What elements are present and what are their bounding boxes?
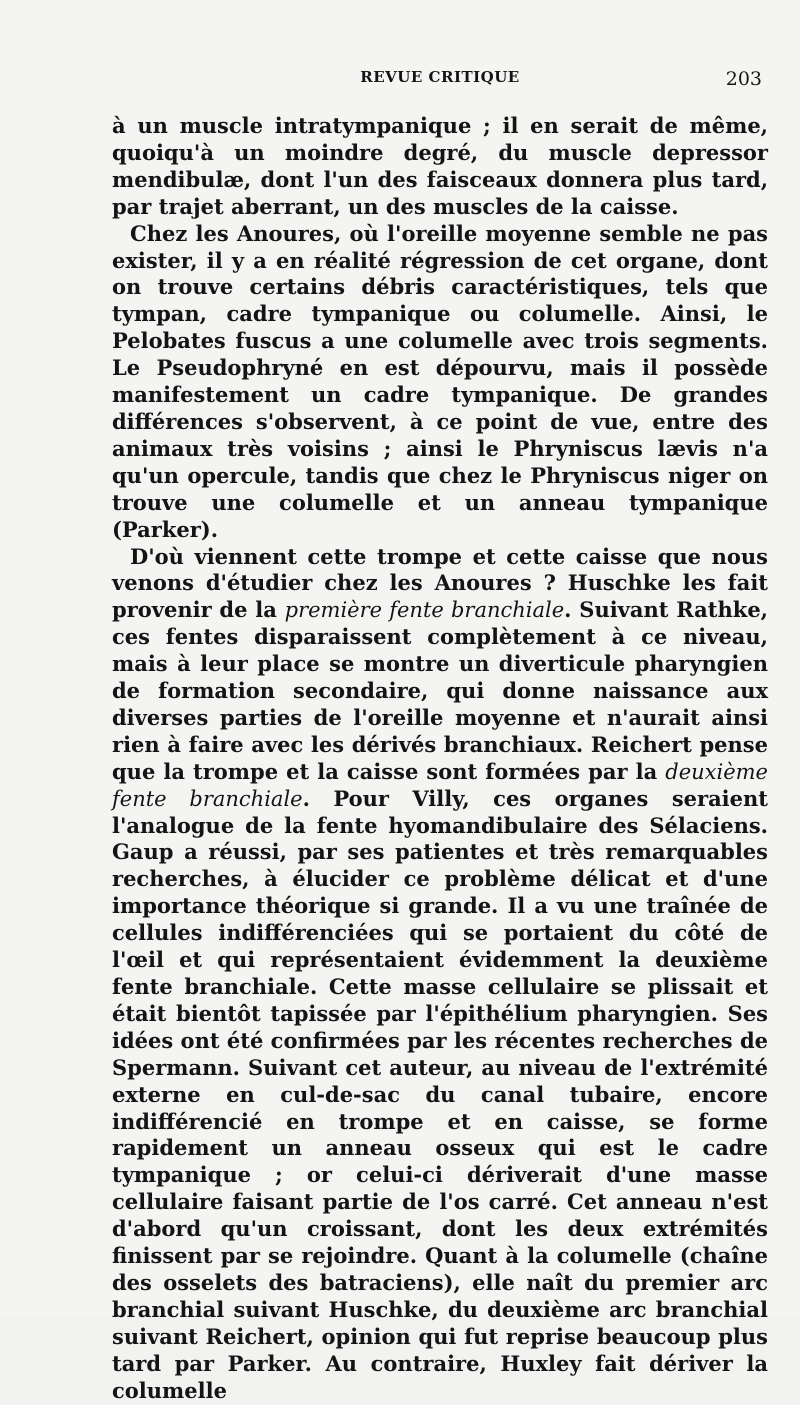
paragraph: [112, 113, 768, 221]
text-run: . Pour Villy, ces organes seraient l'analogue de la fente hyomandibulaire des Sélaciens. Gaup a réussi, par ses patientes et très remarquables recherches, à élucider ce problème délicat et d'une importance théorique si grande. Il a vu une traînée de cellules indifférenciées qui se portaient du côté de l'œil et qui représentaient évidemment la deuxième fente branchiale. Cette masse cellulaire se plissait et était bientôt tapissée par l'épithélium pharyngien. Ses idées ont été confirmées par les récentes recherches de Spermann. Suivant cet auteur, au niveau de l'extrémité externe en cul-de-sac du canal tubaire, encore indifférencié en trompe et en caisse, se forme rapidement un anneau osseux qui est le cadre tympanique ; or celui-ci dériverait d'une masse cellulaire faisant partie de l'os carré. Cet anneau n'est d'abord qu'un croissant, dont les deux extrémités finissent par se rejoindre. Quant à la columelle (chaîne des osselets des batraciens), elle naît du premier arc branchial suivant Huschke, du deuxième arc branchial suivant Reichert, opinion qui fut reprise beaucoup plus tard par Parker. Au contraire, Huxley fait dériver la columelle: [112, 785, 768, 1403]
paragraph: [112, 221, 768, 544]
page-number: 203: [725, 68, 762, 90]
paragraph: [112, 544, 768, 1405]
body-text: [112, 113, 768, 1405]
running-title: REVUE CRITIQUE: [360, 68, 520, 86]
running-head: [110, 68, 770, 94]
italic-phrase: première fente branchiale: [284, 598, 565, 623]
text-run: Chez les Anoures, où l'oreille moyenne semble ne pas exister, il y a en réalité régression de cet organe, dont on trouve certains débris caractéristiques, tels que tympan, cadre tympanique ou columelle. Ainsi, le Pelobates fuscus a une columelle avec trois segments. Le Pseudophryné en est dépourvu, mais il possède manifestement un cadre tympanique. De grandes différences s'observent, à ce point de vue, entre des animaux très voisins ; ainsi le Phryniscus lævis n'a qu'un opercule, tandis que chez le Phryniscus niger on trouve une columelle et un anneau tympanique (Parker).: [112, 220, 768, 542]
text-run: . Suivant Rathke, ces fentes disparaissent complètement à ce niveau, mais à leur place se montre un diverticule pharyngien de formation secondaire, qui donne naissance aux diverses parties de l'oreille moyenne et n'aurait ainsi rien à faire avec les dérivés branchiaux. Reichert pense que la trompe et la caisse sont formées par la: [112, 597, 768, 784]
text-run: D'où viennent cette trompe et cette caisse que nous venons d'étudier chez les Anoures ? Huschke les fait provenir de la: [112, 543, 768, 623]
text-run: à un muscle intratympanique ; il en serait de même, quoiqu'à un moindre degré, du muscle depressor mendibulæ, dont l'un des faisceaux donnera plus tard, par trajet aberrant, un des muscles de la caisse.: [112, 113, 768, 219]
italic-phrase: deuxième fente branchiale: [112, 759, 768, 811]
